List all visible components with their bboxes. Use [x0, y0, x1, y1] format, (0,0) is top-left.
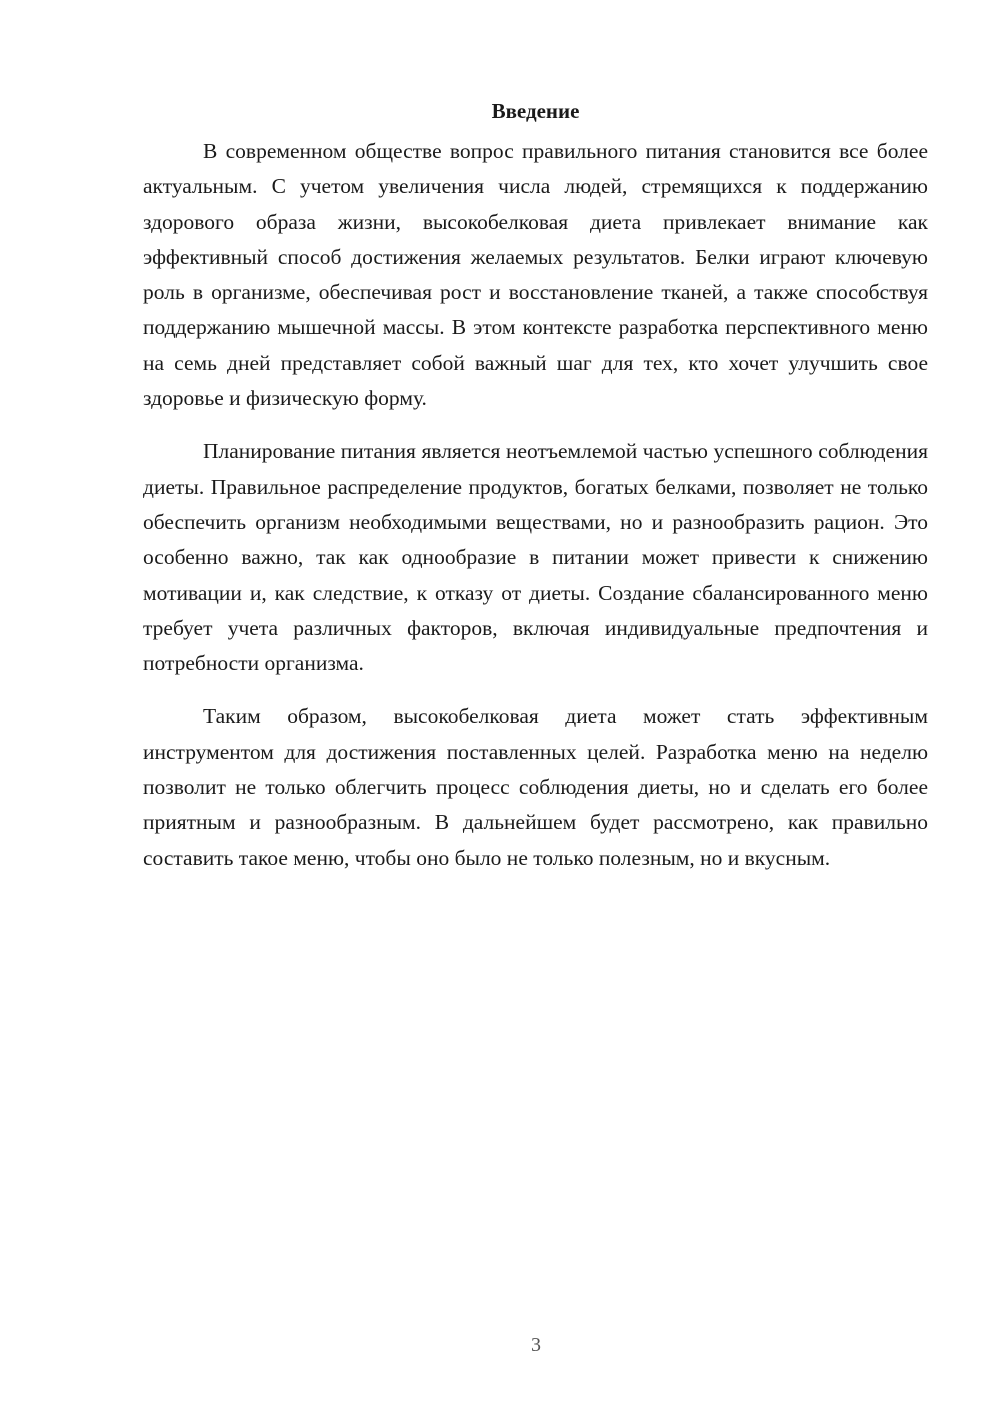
- paragraph-3: Таким образом, высокобелковая диета может стать эффективным инструментом для достижения поставленных целей. Разработка меню на неделю позволит не только облегчить процесс соблюдения диеты, но и сделать его более приятным и разнообразным. В дальнейшем будет рассмотрено, как правильно составить такое меню, чтобы оно было не только полезным, но и вкусным.: [143, 704, 928, 870]
- page-number: 3: [531, 1334, 541, 1356]
- section-heading: Введение: [491, 99, 580, 123]
- paragraph-1: В современном обществе вопрос правильного питания становится все более актуальным. С учетом увеличения числа людей, стремящихся к поддержанию здорового образа жизни, высокобелковая диета привлекает внимание как эффективный способ достижения желаемых результатов. Белки играют ключевую роль в организме, обеспечивая рост и восстановление тканей, а также способствуя поддержанию мышечной массы. В этом контексте разработка перспективного меню на семь дней представляет собой важный шаг для тех, кто хочет улучшить свое здоровье и физическую форму.: [143, 139, 928, 411]
- paragraph-2: Планирование питания является неотъемлемой частью успешного соблюдения диеты. Правильное распределение продуктов, богатых белками, позволяет не только обеспечить организм необходимыми веществами, но и разнообразить рацион. Это особенно важно, так как однообразие в питании может привести к снижению мотивации и, как следствие, к отказу от диеты. Создание сбалансированного меню требует учета различных факторов, включая индивидуальные предпочтения и потребности организма.: [143, 439, 928, 676]
- page-content: [143, 97, 928, 876]
